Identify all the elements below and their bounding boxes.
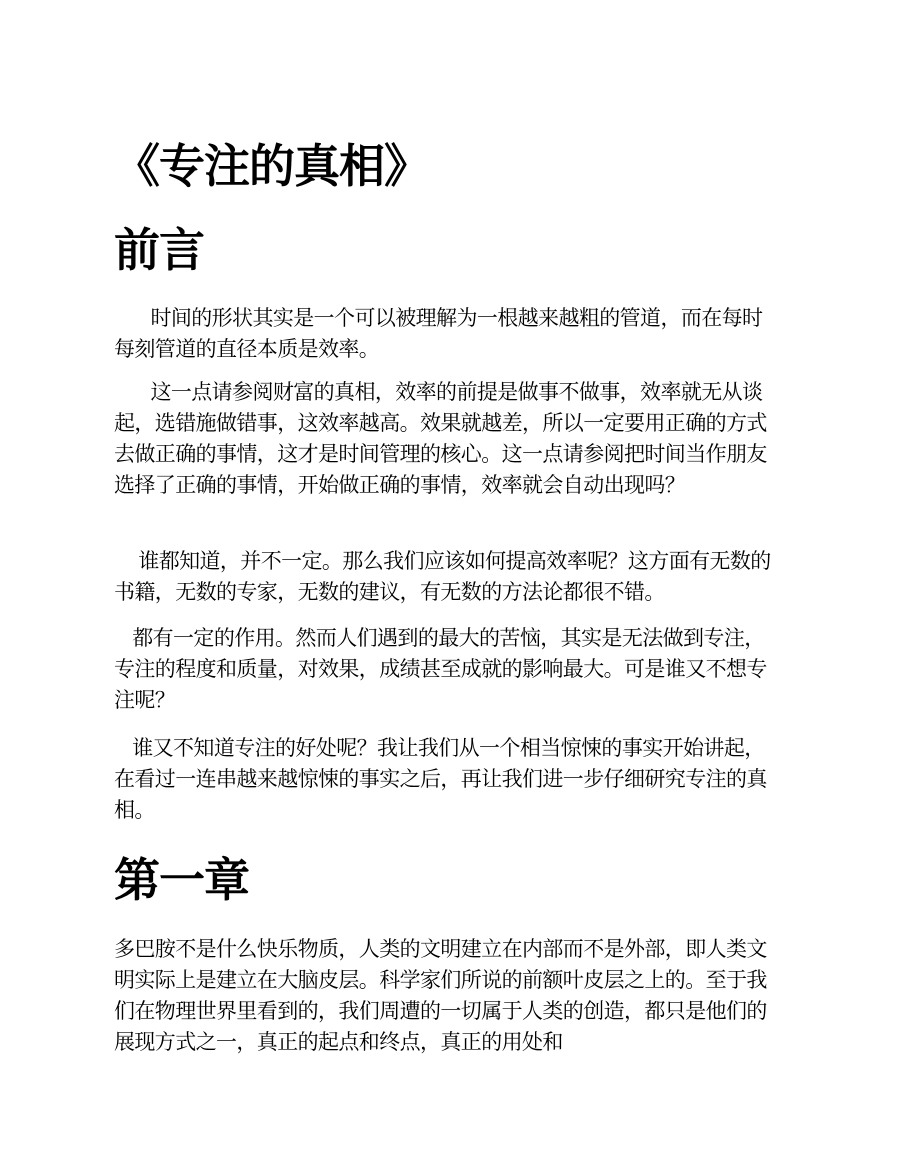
- preface-paragraph: 谁又不知道专注的好处呢？我让我们从一个相当惊悚的事实开始讲起，在看过一连串越来越惊悚的事实之后，再让我们进一步仔细研究专注的真相。: [114, 736, 767, 822]
- preface-paragraph: 这一点请参阅财富的真相，效率的前提是做事不做事，效率就无从谈起，选错施做错事，这效率越高。效果就越差，所以一定要用正确的方式去做正确的事情，这才是时间管理的核心。这一点请参阅把时间当作朋友选择了正确的事情，开始做正确的事情，效率就会自动出现吗？: [114, 380, 767, 497]
- chapter-paragraph: 多巴胺不是什么快乐物质，人类的文明建立在内部而不是外部，即人类文明实际上是建立在大脑皮层。科学家们所说的前额叶皮层之上的。至于我们在物理世界里看到的，我们周遭的一切属于人类的创造，都只是他们的展现方式之一，真正的起点和终点，真正的用处和: [114, 937, 767, 1054]
- document-title: 《专注的真相》: [114, 139, 429, 193]
- preface-paragraph: 时间的形状其实是一个可以被理解为一根越来越粗的管道，而在每时每刻管道的直径本质是效率。: [114, 306, 763, 361]
- preface-paragraph: 谁都知道，并不一定。那么我们应该如何提高效率呢？这方面有无数的书籍，无数的专家，无数的建议，有无数的方法论都很不错。: [114, 549, 771, 604]
- preface-paragraph: 都有一定的作用。然而人们遇到的最大的苦恼，其实是无法做到专注，专注的程度和质量，对效果，成绩甚至成就的影响最大。可是谁又不想专注呢？: [114, 626, 767, 712]
- preface-heading: 前言: [114, 223, 204, 277]
- chapter-heading: 第一章: [114, 853, 249, 907]
